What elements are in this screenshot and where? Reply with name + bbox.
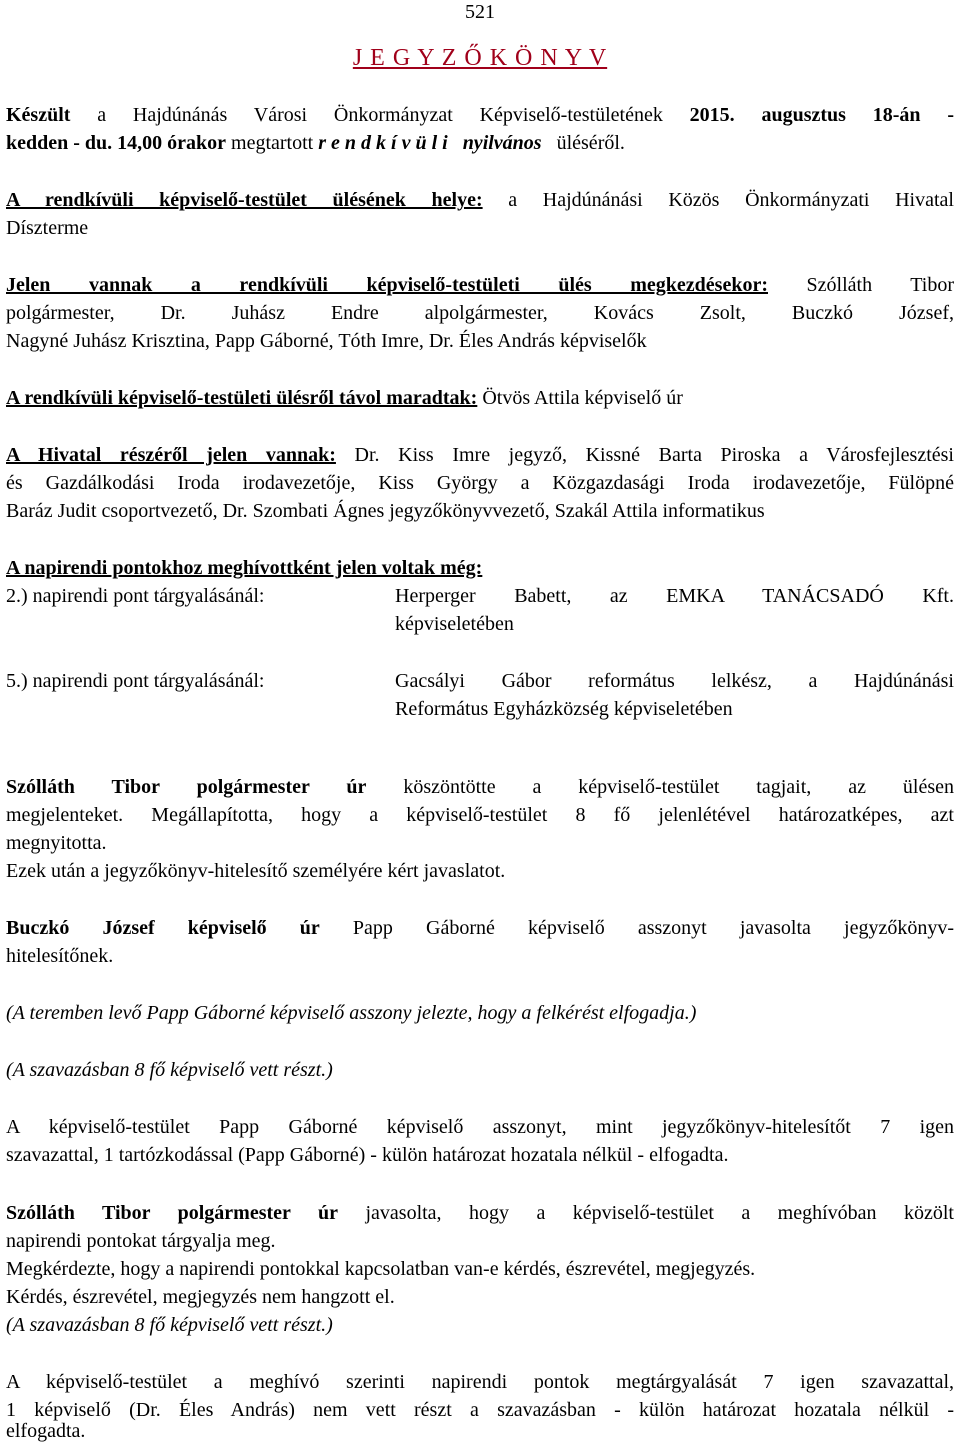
invited-item-1-line-2: képviseletében bbox=[395, 613, 514, 635]
invited-item-2-line-2: Református Egyházközség képviseletében bbox=[395, 698, 733, 720]
invited-item-1-line-1: Herperger Babett, az EMKA TANÁCSADÓ Kft. bbox=[395, 585, 954, 607]
intro-public: nyilvános bbox=[462, 132, 542, 154]
invited-item-2-line-1: Gacsályi Gábor református lelkész, a Hajdúnánási bbox=[395, 670, 954, 692]
agenda-text: javasolta, hogy a képviselő-testület a meghívóban közölt bbox=[338, 1202, 954, 1224]
greeting-speaker: Szólláth Tibor polgármester úr bbox=[6, 776, 367, 798]
greeting-line-2: megjelenteket. Megállapította, hogy a képviselő-testület 8 fő jelenlétével határozatképes, azt bbox=[6, 804, 954, 826]
decision-1-line-1: A képviselő-testület Papp Gáborné képviselő asszonyt, mint jegyzőkönyv-hitelesítőt 7 igen bbox=[6, 1116, 954, 1138]
office-line-1 bbox=[6, 441, 954, 469]
present-line-2: polgármester, Dr. Juhász Endre alpolgármester, Kovács Zsolt, Buczkó József, bbox=[6, 302, 954, 324]
note-vote-1-text: (A szavazásban 8 fő képviselő vett részt.) bbox=[6, 1059, 333, 1081]
office-line-3: Baráz Judit csoportvezető, Dr. Szombati Ágnes jegyzőkönyvvezető, Szakál Attila informatikus bbox=[6, 500, 765, 522]
place-value: a Hajdúnánási Közös Önkormányzati Hivatal bbox=[482, 189, 954, 211]
agenda-line-3: Megkérdezte, hogy a napirendi pontokkal kapcsolatban van-e kérdés, észrevétel, megjegyzés. bbox=[6, 1258, 756, 1280]
proposal-line-2: hitelesítőnek. bbox=[6, 945, 114, 967]
document-title bbox=[6, 44, 954, 72]
office-value: Dr. Kiss Imre jegyző, Kissné Barta Piroska a Városfejlesztési bbox=[335, 444, 954, 466]
proposal-line-1 bbox=[6, 914, 954, 942]
intro-session: üléséről. bbox=[556, 132, 625, 154]
intro-extraordinary: r e n d k í v ü l i bbox=[318, 132, 448, 154]
agenda-line-5 bbox=[6, 1311, 954, 1339]
greeting-text: köszöntötte a képviselő-testület tagjait, az ülésen bbox=[366, 776, 954, 798]
present-line-3: Nagyné Juhász Krisztina, Papp Gáborné, Tóth Imre, Dr. Éles András képviselők bbox=[6, 330, 647, 352]
intro-made: Készült bbox=[6, 104, 71, 126]
greeting-line-4: Ezek után a jegyzőkönyv-hitelesítő személyére kért javaslatot. bbox=[6, 860, 506, 882]
present-line-1 bbox=[6, 271, 954, 299]
present-mayor: Szólláth Tibor bbox=[768, 274, 954, 296]
place-line-1 bbox=[6, 186, 954, 214]
agenda-line-1 bbox=[6, 1199, 954, 1227]
page-number: 521 bbox=[465, 1, 495, 23]
decision-2-line-2: 1 képviselő (Dr. Éles András) nem vett részt a szavazásban - külön határozat hozatala nélkül - bbox=[6, 1399, 954, 1421]
decision-2-line-3: elfogadta. bbox=[6, 1420, 86, 1442]
office-line-2: és Gazdálkodási Iroda irodavezetője, Kiss György a Közgazdasági Iroda irodavezetője, Fülöpné bbox=[6, 472, 954, 494]
place-label: A rendkívüli képviselő-testület ülésének helye: bbox=[6, 189, 483, 211]
agenda-speaker: Szólláth Tibor polgármester úr bbox=[6, 1202, 339, 1224]
decision-1-line-2: szavazattal, 1 tartózkodással (Papp Gáborné) - külön határozat hozatala nélkül - elfogadta. bbox=[6, 1144, 729, 1166]
note-vote-2-text: (A szavazásban 8 fő képviselő vett részt.) bbox=[6, 1314, 333, 1336]
intro-time: kedden - du. 14,00 órakor bbox=[6, 132, 227, 154]
intro-line-2 bbox=[6, 129, 954, 157]
invited-heading bbox=[6, 554, 954, 582]
place-line-2: Díszterme bbox=[6, 217, 89, 239]
intro-line-1 bbox=[6, 101, 954, 129]
intro-body: a Hajdúnánás Városi Önkormányzat Képviselő-testületének bbox=[70, 104, 690, 126]
intro-date: 2015. augusztus 18-án - bbox=[689, 104, 954, 126]
agenda-line-4: Kérdés, észrevétel, megjegyzés nem hangzott el. bbox=[6, 1286, 395, 1308]
office-label: A Hivatal részéről jelen vannak: bbox=[6, 444, 336, 466]
note-vote-1 bbox=[6, 1056, 954, 1084]
decision-2-line-1: A képviselő-testület a meghívó szerinti napirendi pontok megtárgyalását 7 igen szavazattal, bbox=[6, 1371, 954, 1393]
invited-item-2-label: 5.) napirendi pont tárgyalásánál: bbox=[6, 670, 265, 692]
proposal-speaker: Buczkó József képviselő úr bbox=[6, 917, 320, 939]
invited-label: A napirendi pontokhoz meghívottként jelen voltak még: bbox=[6, 557, 483, 579]
note-acceptance-text: (A teremben levő Papp Gáborné képviselő asszony jelezte, hogy a felkérést elfogadja.) bbox=[6, 1002, 697, 1024]
proposal-text: Papp Gáborné képviselő asszonyt javasolta jegyzőkönyv- bbox=[319, 917, 954, 939]
agenda-line-2: napirendi pontokat tárgyalja meg. bbox=[6, 1230, 276, 1252]
invited-item-1-label: 2.) napirendi pont tárgyalásánál: bbox=[6, 585, 265, 607]
intro-held: megtartott bbox=[226, 132, 319, 154]
absent-label: A rendkívüli képviselő-testületi ülésről távol maradtak: bbox=[6, 387, 478, 409]
present-label: Jelen vannak a rendkívüli képviselő-testületi ülés megkezdésekor: bbox=[6, 274, 768, 296]
greeting-line-3: megnyitotta. bbox=[6, 832, 107, 854]
absent-line bbox=[6, 384, 954, 412]
absent-value: Ötvös Attila képviselő úr bbox=[477, 387, 683, 409]
note-acceptance bbox=[6, 999, 954, 1027]
greeting-line-1 bbox=[6, 773, 954, 801]
document-title-text: J E G Y Z Ő K Ö N Y V bbox=[352, 45, 608, 71]
